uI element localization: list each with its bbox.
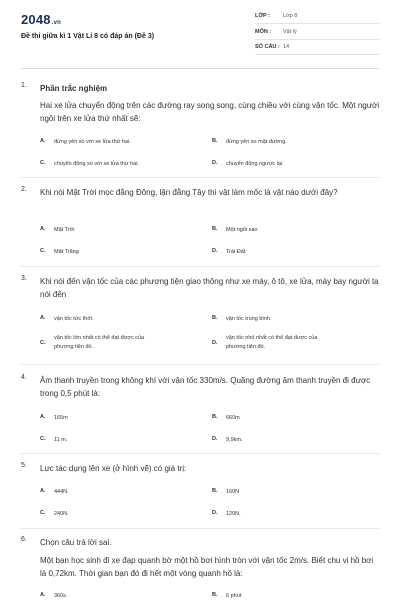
meta-key: MÔN : — [255, 29, 272, 35]
logo-main: 2048 — [21, 12, 51, 27]
option-letter: B. — [212, 315, 218, 321]
question-divider — [21, 177, 379, 178]
option-letter: D. — [212, 248, 218, 254]
meta-key: LỚP : — [255, 13, 270, 19]
option-text: Một ngôi sao — [226, 227, 258, 233]
option-text: vận tốc nhỏ nhất có thể đạt được của phương tiện đó. — [226, 335, 318, 350]
option-letter: A. — [40, 226, 46, 232]
option-letter: D. — [212, 510, 218, 516]
meta-value: Lớp 8 — [283, 13, 298, 19]
section-heading: Phần trắc nghiệm — [40, 84, 108, 93]
option-text: 165m — [54, 415, 68, 421]
option-text: Trái Đất — [226, 249, 246, 255]
option-letter: B. — [212, 226, 218, 232]
option-text: 11 m. — [54, 437, 68, 443]
option-text: vận tốc trung bình. — [226, 316, 272, 322]
question-text: Lực tác dụng lên xe (ở hình vẽ) có giá trị: — [40, 464, 187, 473]
site-logo[interactable] — [21, 12, 61, 27]
meta-row-class — [255, 12, 380, 24]
option-text: 120N. — [226, 511, 241, 517]
question-number: 1. — [21, 82, 27, 89]
option-letter: A. — [40, 315, 46, 321]
option-letter: C. — [40, 510, 46, 516]
question-text: Chọn câu trả lời sai. — [40, 538, 112, 547]
logo-suffix: .vn — [51, 20, 62, 26]
option-letter: B. — [212, 488, 218, 494]
option-letter: D. — [212, 340, 218, 346]
option-letter: B. — [212, 414, 218, 420]
option-text: 660m — [226, 415, 240, 421]
meta-key: SỐ CÂU : — [255, 44, 280, 50]
option-text: 360s. — [54, 593, 68, 599]
question-text: Âm thanh truyền trong không khí với vận tốc 330m/s. Quãng đường âm thanh truyền đi được trong 0,5 phút là: — [40, 376, 371, 398]
option-letter: A. — [40, 414, 46, 420]
page-header — [0, 0, 400, 66]
question-number: 3. — [21, 275, 27, 282]
option-letter: A. — [40, 138, 46, 144]
option-letter: D. — [212, 436, 218, 442]
meta-row-subject — [255, 28, 380, 40]
question-number: 5. — [21, 462, 27, 469]
option-text: vận tốc lớn nhất có thể đạt được của phương tiện đó. — [54, 335, 145, 350]
option-text: 9,9km. — [226, 437, 243, 443]
option-text: chuyển động ngược lại. — [226, 161, 284, 167]
question-number: 6. — [21, 536, 27, 543]
option-letter: C. — [40, 160, 46, 166]
question-number: 4. — [21, 374, 27, 381]
question-divider — [21, 364, 379, 365]
question-number: 2. — [21, 186, 27, 193]
question-1-text: Hai xe lửa chuyển động trên các đường ray song song, cùng chiều với cùng vận tốc. Một người ngồi trên xe lửa thứ nhất sẽ: — [40, 101, 380, 123]
meta-value: 14 — [283, 44, 290, 50]
option-letter: B. — [212, 592, 218, 598]
question-text: Khi nói đến vận tốc của các phương tiện giao thông như xe máy, ô tô, xe lửa, máy bay người ta nói đến — [40, 277, 379, 299]
option-text: 444N. — [54, 489, 69, 495]
question-6-text: Một bạn học sinh đi xe đạp quanh bờ một hồ bơi hình tròn với vận tốc 2m/s. Biết chu vi hồ bơi là 0,72km. Thời gian bạn đó đi hết một vòng quanh hồ là: — [40, 556, 374, 578]
option-letter: C. — [40, 436, 46, 442]
option-text: 160N — [226, 489, 240, 495]
option-text: Mặt Trăng — [54, 249, 79, 255]
option-letter: D. — [212, 160, 218, 166]
header-divider — [21, 68, 379, 69]
option-letter: C. — [40, 340, 46, 346]
option-text: vận tốc tức thời. — [54, 316, 94, 322]
option-text: đứng yên so mặt đường. — [226, 139, 287, 145]
question-divider — [21, 453, 379, 454]
option-text: Mặt Trời — [54, 227, 75, 233]
meta-row-count — [255, 43, 380, 55]
option-text: đứng yên so với xe lửa thứ hai. — [54, 139, 131, 145]
page-title: Đề thi giữa kì 1 Vật Lí 8 có đáp án (Đề 3) — [21, 33, 155, 40]
question-text: Khi nói Mặt Trời mọc đằng Đông, lặn đằng Tây thì vật làm mốc là vật nào dưới đây? — [40, 188, 338, 197]
option-letter: B. — [212, 138, 218, 144]
meta-value: Vật lý — [283, 29, 297, 35]
option-letter: C. — [40, 248, 46, 254]
option-text: chuyển động so với xe lửa thứ hai. — [54, 161, 139, 167]
option-text: 240N. — [54, 511, 69, 517]
option-letter: A. — [40, 488, 46, 494]
question-divider — [21, 266, 379, 267]
option-letter: A. — [40, 592, 46, 598]
question-divider — [21, 528, 379, 529]
option-text: 6 phút — [226, 593, 242, 599]
